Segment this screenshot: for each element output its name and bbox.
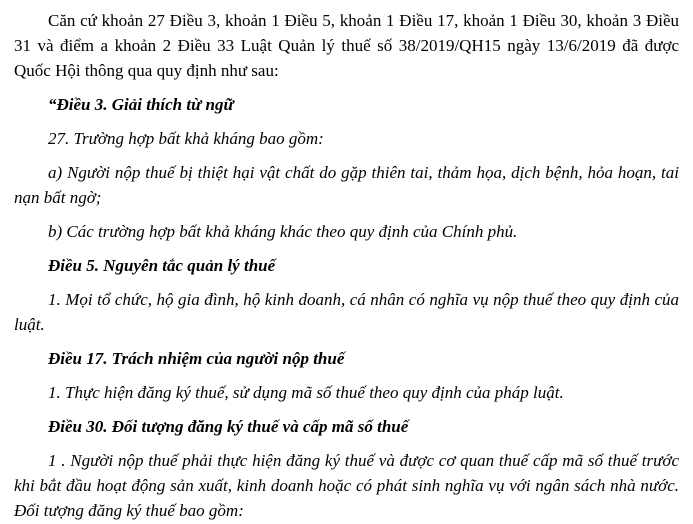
- paragraph-dieu-5-khoan-1: 1. Mọi tổ chức, hộ gia đình, hộ kinh doanh, cá nhân có nghĩa vụ nộp thuế theo quy định của luật.: [14, 290, 679, 334]
- paragraph-dieu-3-khoan-27-a: a) Người nộp thuế bị thiệt hại vật chất do gặp thiên tai, thảm họa, dịch bệnh, hỏa hoạn, tai nạn bất ngờ;: [14, 163, 679, 207]
- paragraph-dieu-3-khoan-27-b: b) Các trường hợp bất khả kháng khác theo quy định của Chính phủ.: [48, 222, 518, 241]
- heading-dieu-5: Điều 5. Nguyên tắc quản lý thuế: [48, 256, 276, 275]
- heading-dieu-17: Điều 17. Trách nhiệm của người nộp thuế: [48, 349, 345, 368]
- paragraph-dieu-30-khoan-1: 1 . Người nộp thuế phải thực hiện đăng ký thuế và được cơ quan thuế cấp mã số thuế trước khi bắt đầu hoạt động sản xuất, kinh doanh hoặc có phát sinh nghĩa vụ với ngân sách nhà nước. Đối tượng đăng ký thuế bao gồm:: [14, 451, 679, 520]
- heading-dieu-30: Điều 30. Đối tượng đăng ký thuế và cấp mã số thuế: [48, 417, 409, 436]
- paragraph-dieu-17-khoan-1: 1. Thực hiện đăng ký thuế, sử dụng mã số thuế theo quy định của pháp luật.: [48, 383, 564, 402]
- paragraph-intro: Căn cứ khoản 27 Điều 3, khoản 1 Điều 5, khoản 1 Điều 17, khoản 1 Điều 30, khoản 3 Điều 31 và điểm a khoản 2 Điều 33 Luật Quản lý thuế số 38/2019/QH15 ngày 13/6/2019 đã được Quốc Hội thông qua quy định như sau:: [14, 11, 679, 80]
- heading-dieu-3: “Điều 3. Giải thích từ ngữ: [48, 95, 234, 114]
- paragraph-dieu-3-khoan-27: 27. Trường hợp bất khả kháng bao gồm:: [48, 129, 324, 148]
